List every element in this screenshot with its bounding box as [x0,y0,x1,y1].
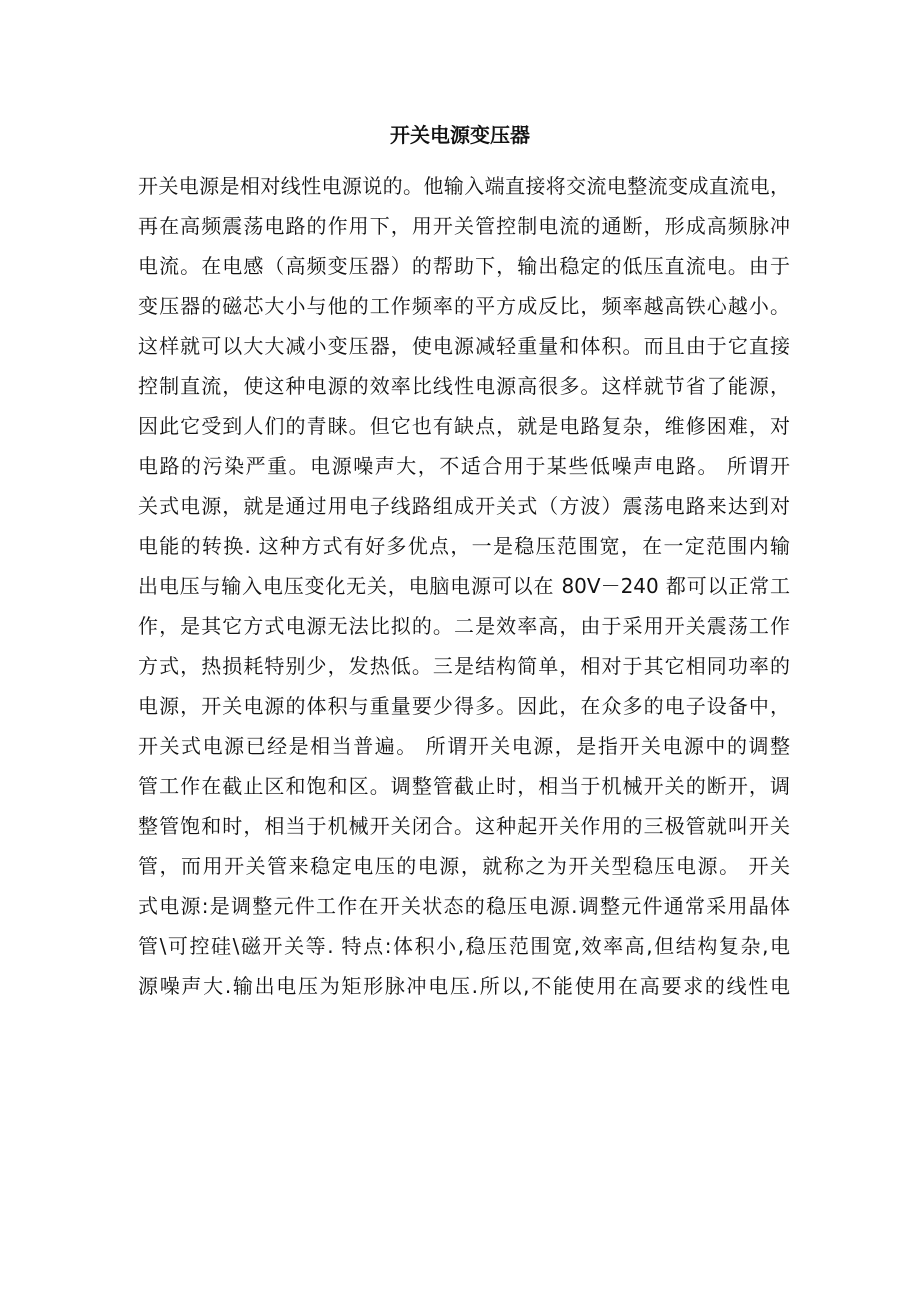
body-line: 关式电源，就是通过用电子线路组成开关式（方波）震荡电路来达到对 [138,494,790,518]
document-title: 开关电源变压器 [390,123,530,147]
body-line: 管工作在截止区和饱和区。调整管截止时，相当于机械开关的断开，调 [138,774,790,798]
body-line: 变压器的磁芯大小与他的工作频率的平方成反比，频率越高铁心越小。 [138,294,790,318]
body-line: 开关电源是相对线性电源说的。他输入端直接将交流电整流变成直流电， [138,174,790,198]
body-line: 源噪声大.输出电压为矩形脉冲电压.所以,不能使用在高要求的线性电 [138,974,790,998]
body-line: 式电源:是调整元件工作在开关状态的稳压电源.调整元件通常采用晶体 [138,894,790,918]
body-line: 管\可控硅\磁开关等. 特点:体积小,稳压范围宽,效率高,但结构复杂,电 [138,934,790,958]
document-body [138,166,790,1006]
body-line: 电流。在电感（高频变压器）的帮助下，输出稳定的低压直流电。由于 [138,254,790,278]
body-line: 控制直流，使这种电源的效率比线性电源高很多。这样就节省了能源， [138,374,790,398]
body-line: 方式，热损耗特别少，发热低。三是结构简单，相对于其它相同功率的 [138,654,790,678]
body-line: 整管饱和时，相当于机械开关闭合。这种起开关作用的三极管就叫开关 [138,814,790,838]
body-line: 出电压与输入电压变化无关，电脑电源可以在 80V－240 都可以正常工 [138,574,790,598]
body-line: 这样就可以大大减小变压器，使电源减轻重量和体积。而且由于它直接 [138,334,790,358]
body-line: 电能的转换. 这种方式有好多优点，一是稳压范围宽，在一定范围内输 [138,534,790,558]
body-line: 因此它受到人们的青睐。但它也有缺点，就是电路复杂，维修困难，对 [138,414,790,438]
body-line: 电路的污染严重。电源噪声大，不适合用于某些低噪声电路。 所谓开 [138,454,790,478]
body-line: 电源，开关电源的体积与重量要少得多。因此，在众多的电子设备中， [138,694,790,718]
body-line: 管，而用开关管来稳定电压的电源，就称之为开关型稳压电源。 开关 [138,854,790,878]
body-line: 开关式电源已经是相当普遍。 所谓开关电源，是指开关电源中的调整 [138,734,790,758]
body-line: 作，是其它方式电源无法比拟的。二是效率高，由于采用开关震荡工作 [138,614,790,638]
body-line: 再在高频震荡电路的作用下，用开关管控制电流的通断，形成高频脉冲 [138,214,790,238]
